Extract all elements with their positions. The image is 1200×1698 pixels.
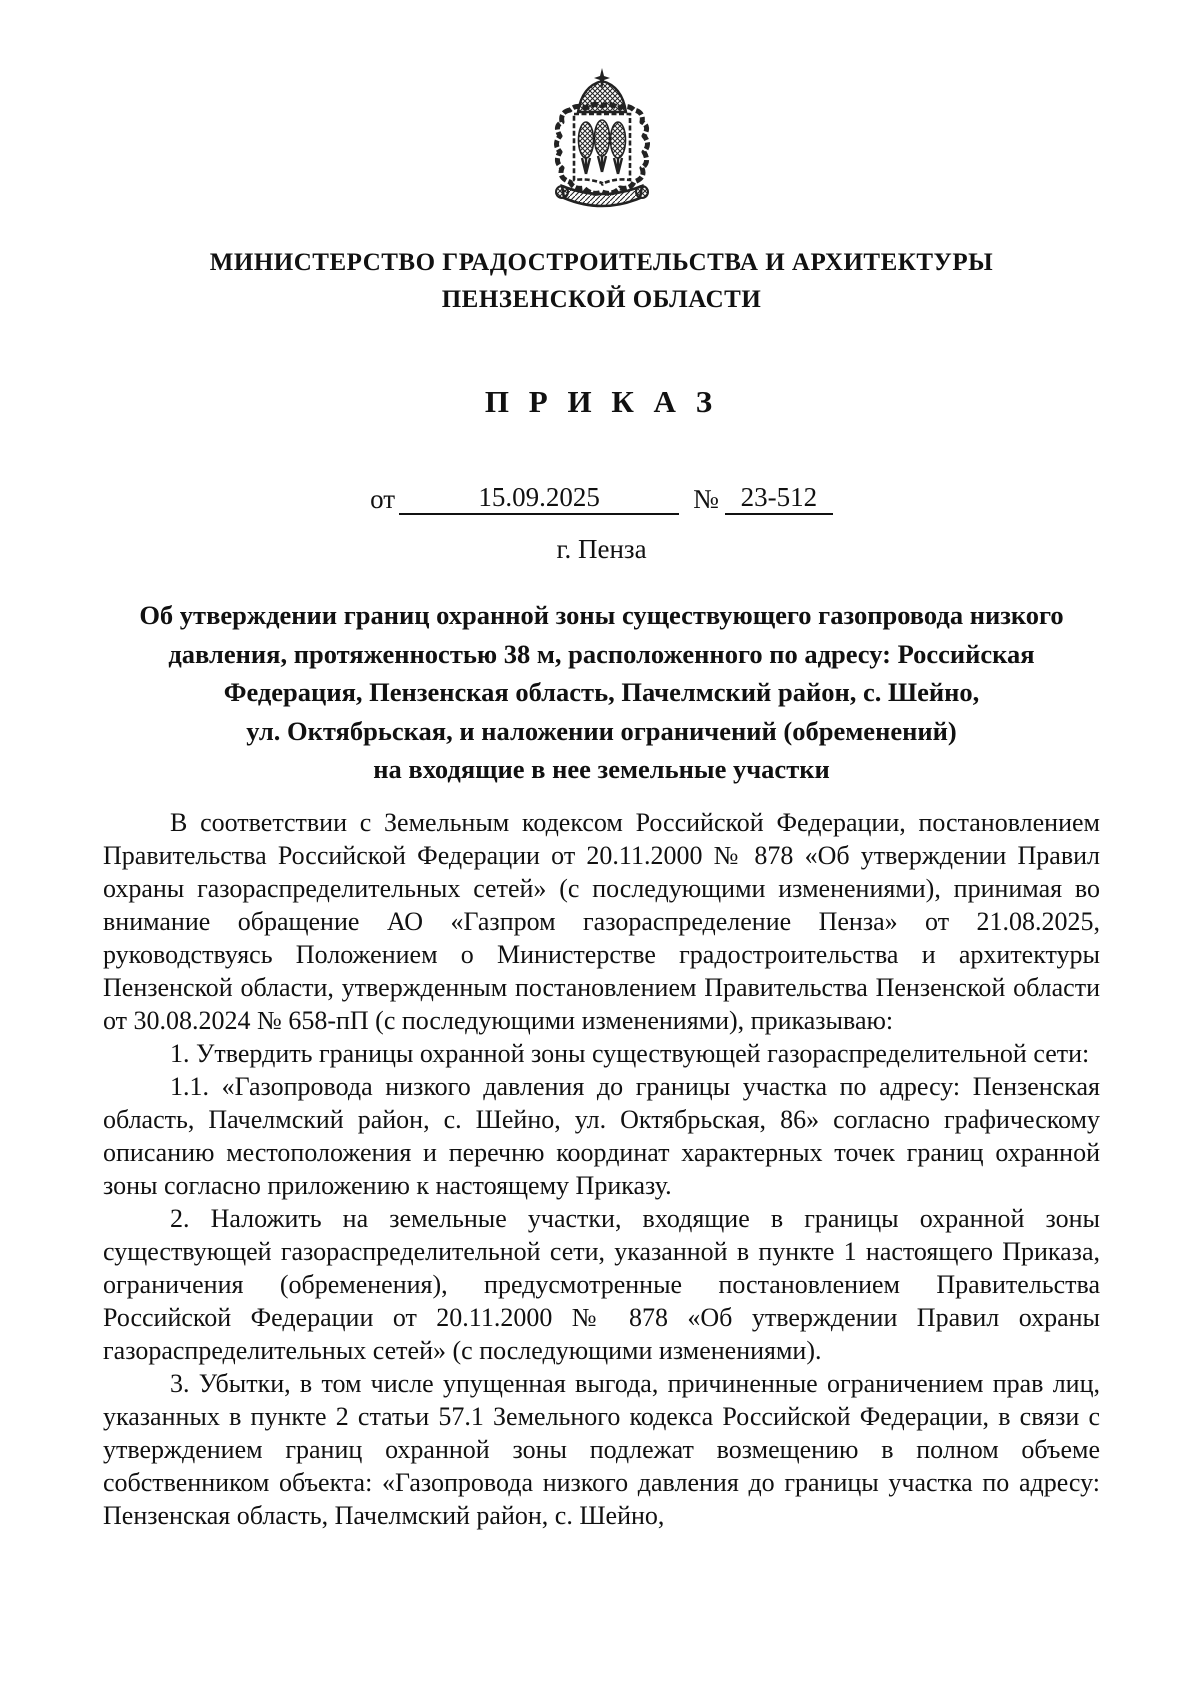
subject-heading bbox=[103, 596, 1100, 789]
document-body bbox=[103, 806, 1100, 1532]
body-paragraph: В соответствии с Земельным кодексом Российской Федерации, постановлением Правительства Российской Федерации от 20.11.2000 № 878 «Об утверждении Правил охраны газораспределительных сетей» (с последующими изменениями), принимая во внимание обращение АО «Газпром газораспределение Пенза» от 21.08.2025, руководствуясь Положением о Министерстве градостроительства и архитектуры Пензенской области, утвержденным постановлением Правительства Пензенской области от 30.08.2024 № 658-пП (с последующими изменениями), приказываю: bbox=[103, 807, 1100, 1035]
ministry-title-line2: ПЕНЗЕНСКОЙ ОБЛАСТИ bbox=[441, 286, 762, 313]
emblem-container bbox=[103, 0, 1100, 218]
date-number-row bbox=[103, 482, 1100, 515]
subject-heading-line: на входящие в нее земельные участки bbox=[373, 754, 830, 784]
number-field-line bbox=[725, 482, 833, 515]
number-sign: № bbox=[693, 484, 719, 514]
date-label: от bbox=[370, 484, 396, 514]
subject-heading-line: Федерация, Пензенская область, Пачелмский район, с. Шейно, bbox=[223, 677, 980, 707]
body-paragraph: 1. Утвердить границы охранной зоны существующей газораспределительной сети: bbox=[170, 1038, 1090, 1068]
document-type-heading: П Р И К А З bbox=[484, 384, 719, 419]
subject-heading-line: давления, протяженностью 38 м, расположенного по адресу: Российская bbox=[168, 638, 1035, 669]
number-value: 23-512 bbox=[740, 482, 818, 512]
subject-heading-line: Об утверждении границ охранной зоны существующего газопровода низкого bbox=[139, 600, 1064, 630]
penza-coat-of-arms-icon bbox=[540, 66, 664, 218]
ministry-title bbox=[103, 244, 1100, 318]
body-paragraph: 3. Убытки, в том числе упущенная выгода, причиненные ограничением прав лиц, указанных в пункте 2 статьи 57.1 Земельного кодекса Российской Федерации, в связи с утверждением границ охранной зоны подлежат возмещению в полном объеме собственником объекта: «Газопровода низкого давления до границы участка по адресу: Пензенская область, Пачелмский район, с. Шейно, bbox=[103, 1368, 1100, 1530]
date-field-line bbox=[399, 482, 679, 515]
body-paragraph: 1.1. «Газопровода низкого давления до границы участка по адресу: Пензенская область, Пачелмский район, с. Шейно, ул. Октябрьская, 86» согласно графическому описанию местоположения и перечню координат характерных точек границ охранной зоны согласно приложению к настоящему Приказу. bbox=[103, 1071, 1100, 1200]
body-paragraph: 2. Наложить на земельные участки, входящие в границы охранной зоны существующей газораспределительной сети, указанной в пункте 1 настоящего Приказа, ограничения (обременения), предусмотренные постановлением Правительства Российской Федерации от 20.11.2000 № 878 «Об утверждении Правил охраны газораспределительных сетей» (с последующими изменениями). bbox=[103, 1203, 1100, 1365]
date-value: 15.09.2025 bbox=[478, 482, 600, 512]
subject-heading-line: ул. Октябрьская, и наложении ограничений (обременений) bbox=[246, 715, 957, 746]
city-line: г. Пенза bbox=[556, 534, 647, 564]
ministry-title-line1: МИНИСТЕРСТВО ГРАДОСТРОИТЕЛЬСТВА И АРХИТЕКТУРЫ bbox=[209, 249, 994, 276]
